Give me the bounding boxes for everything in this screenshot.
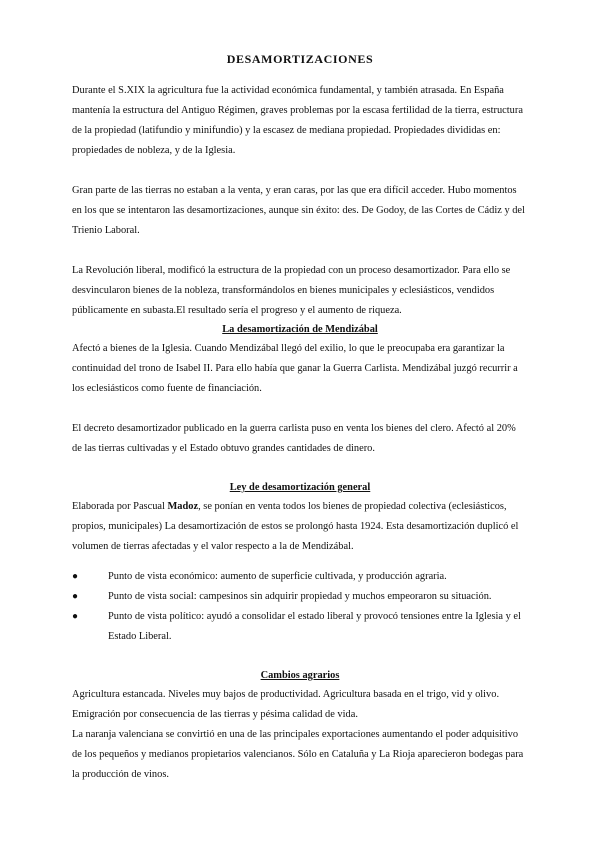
ley-general-rest: , se ponían en venta todos los bienes de propiedad colectiva (eclesiásticos, propios, municipales) La desamortización de estos se prolongó hasta 1924. Esta desamortización duplicó el volumen de tierras afectadas y el valor respecto a la de Mendizábal. xyxy=(72,501,519,552)
mendizabal-paragraph-1: Afectó a bienes de la Iglesia. Cuando Mendizábal llegó del exilio, lo que le preocupaba era garantizar la continuidad del trono de Isabel II. Para ello había que ganar la Guerra Carlista. Mendizábal juzgó recurrir a los eclesiásticos como fuente de financiación. xyxy=(72,343,518,394)
cambios-line-1: Agricultura estancada. Niveles muy bajos de productividad. Agricultura basada en el trigo, vid y olivo. xyxy=(72,689,500,700)
bullet-text: Punto de vista social: campesinos sin adquirir propiedad y muchos empeoraron su situación. xyxy=(108,591,492,602)
list-item xyxy=(72,567,528,587)
list-item xyxy=(72,607,528,647)
intro-paragraph-2: Gran parte de las tierras no estaban a la venta, y eran caras, por las que era difícil acceder. Hubo momentos en los que se intentaron las desamortizaciones, aunque sin éxito: des. De Godoy, de las Cortes de Cádiz y del Trienio Laboral. xyxy=(72,185,525,236)
bullet-icon: ● xyxy=(72,611,79,622)
paragraph-spacer xyxy=(72,647,528,667)
bullet-icon: ● xyxy=(72,571,79,582)
cambios-line-3: La naranja valenciana se convirtió en una de las principales exportaciones aumentando el poder adquisitivo de los pequeños y medianos propietarios valencianos. Sólo en Cataluña y La Rioja aparecieron bodegas para la producción de vinos. xyxy=(72,729,524,780)
mendizabal-paragraph-2: El decreto desamortizador publicado en la guerra carlista puso en venta los bienes del clero. Afectó al 20% de las tierras cultivadas y el Estado obtuvo grandes cantidades de dinero. xyxy=(72,423,516,454)
document-title: DESAMORTIZACIONES xyxy=(226,52,374,66)
ley-general-paragraph xyxy=(72,497,528,557)
list-item xyxy=(72,587,528,607)
paragraph-spacer xyxy=(72,399,528,419)
bullet-text: Punto de vista económico: aumento de superficie cultivada, y producción agraria. xyxy=(108,571,447,582)
paragraph-spacer xyxy=(72,459,528,479)
bullet-icon: ● xyxy=(72,591,79,602)
bullet-list xyxy=(72,567,528,647)
ley-general-prefix: Elaborada por Pascual xyxy=(72,501,168,512)
mendizabal-heading: La desamortización de Mendizábal xyxy=(222,324,378,335)
madoz-name: Madoz xyxy=(167,501,199,512)
ley-general-heading: Ley de desamortización general xyxy=(229,482,371,493)
bullet-text: Punto de vista político: ayudó a consolidar el estado liberal y provocó tensiones entre la Iglesia y el Estado Liberal. xyxy=(108,611,521,642)
paragraph-spacer xyxy=(72,241,528,261)
cambios-line-2: Emigración por consecuencia de las tierras y pésima calidad de vida. xyxy=(72,709,358,720)
paragraph-spacer xyxy=(72,557,528,567)
intro-paragraph-3: La Revolución liberal, modificó la estructura de la propiedad con un proceso desamortizador. Para ello se desvincularon bienes de la nobleza, transformándolos en bienes municipales y eclesiásticos, vendidos públicamente en subasta.El resultado sería el progreso y el aumento de riqueza. xyxy=(72,265,511,316)
cambios-heading: Cambios agrarios xyxy=(260,670,340,681)
intro-paragraph-1: Durante el S.XIX la agricultura fue la actividad económica fundamental, y también atrasada. En España mantenía la estructura del Antiguo Régimen, graves problemas por la escasa fertilidad de la tierra, estructura de la propiedad (latifundio y minifundio) y la escasez de mediana propiedad. Propiedades divididas en: propiedades de nobleza, y de la Iglesia. xyxy=(72,85,523,156)
paragraph-spacer xyxy=(72,161,528,181)
